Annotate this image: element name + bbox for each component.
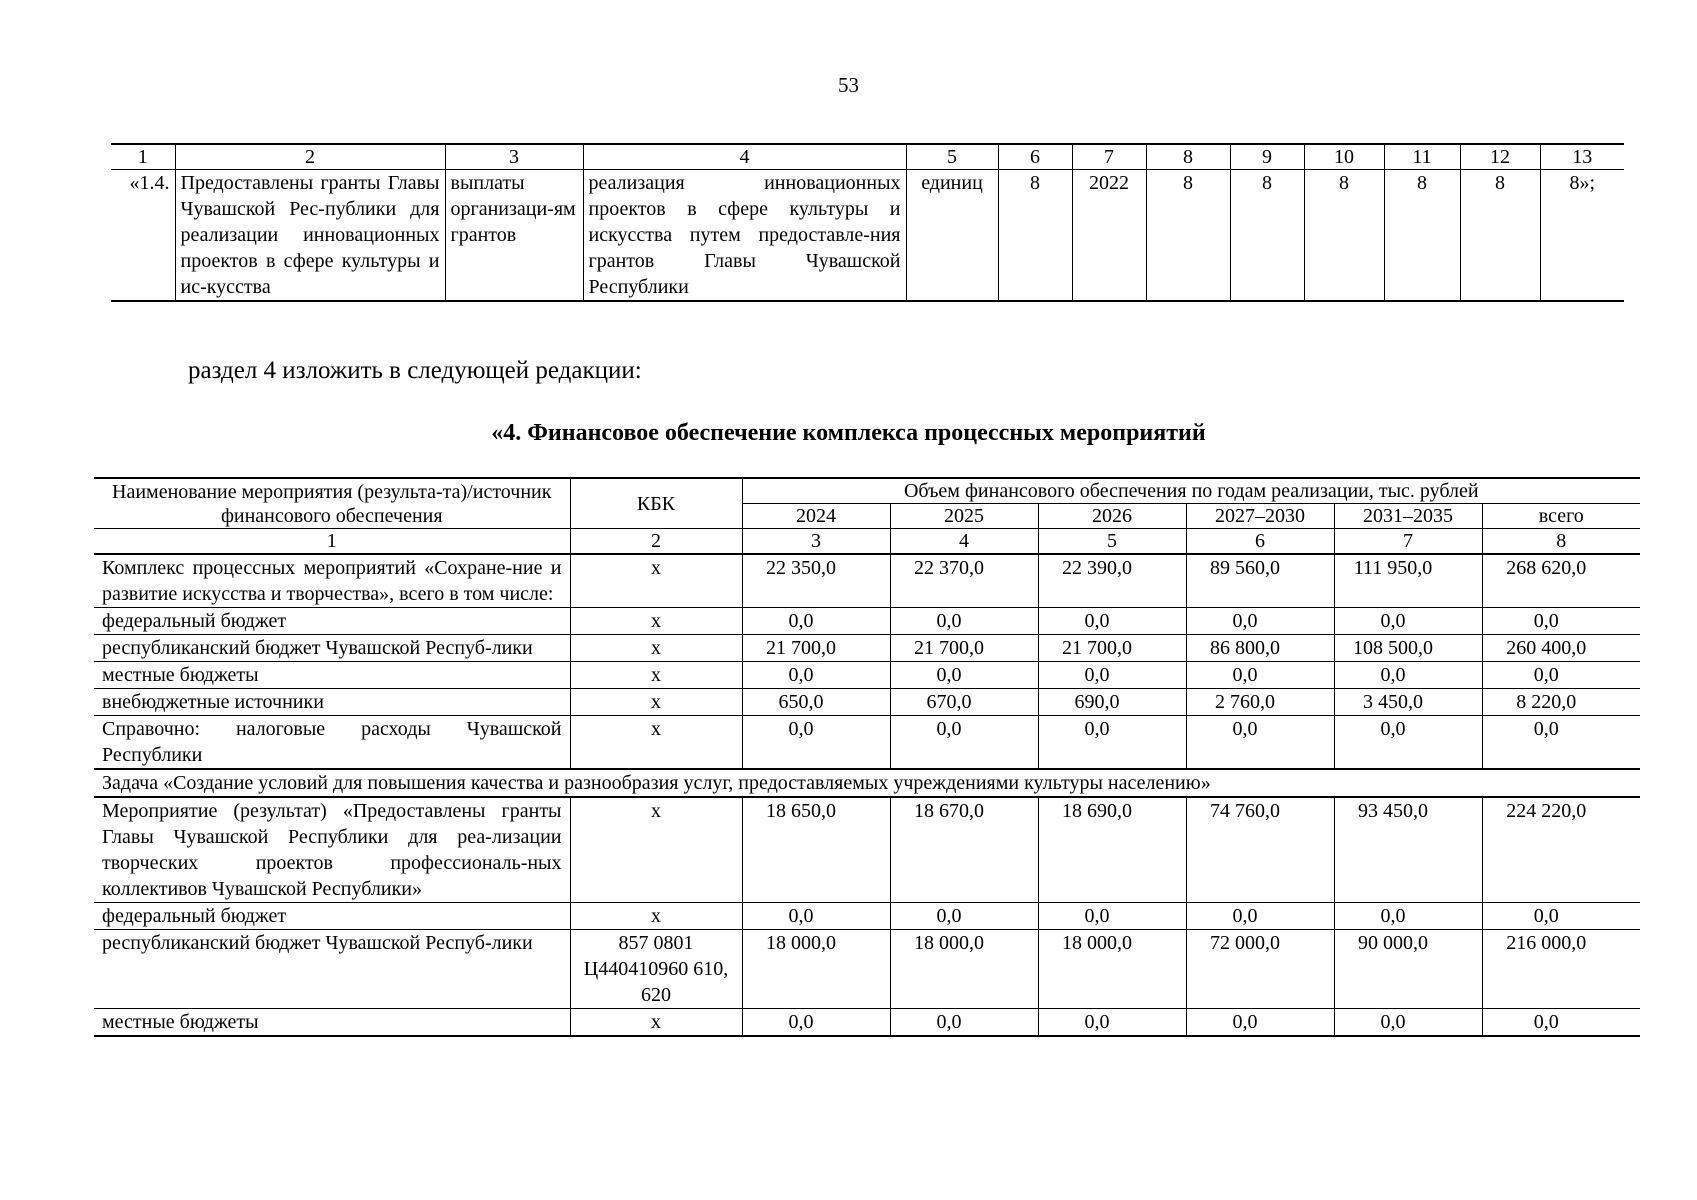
value-cell: 18 650,0 <box>742 797 890 903</box>
value-cell: 0,0 <box>1038 903 1186 930</box>
header-year: 2026 <box>1038 504 1186 529</box>
row-name: местные бюджеты <box>94 1009 570 1037</box>
value-cell: 18 000,0 <box>742 930 890 1009</box>
value-cell: 0,0 <box>742 903 890 930</box>
value-cell: 2 760,0 <box>1186 689 1334 716</box>
value-cell: 268 620,0 <box>1482 554 1640 608</box>
indicators-header-row <box>111 144 1624 170</box>
row-name: федеральный бюджет <box>94 608 570 635</box>
value-cell: 18 000,0 <box>890 930 1038 1009</box>
value-cell: 690,0 <box>1038 689 1186 716</box>
value-cell: 21 700,0 <box>1038 635 1186 662</box>
value-cell: 8 <box>1384 170 1460 302</box>
value-cell: 0,0 <box>1334 1009 1482 1037</box>
value-cell: 93 450,0 <box>1334 797 1482 903</box>
col-number: 9 <box>1230 144 1304 170</box>
col-number: 7 <box>1334 529 1482 555</box>
value-cell: 0,0 <box>1186 716 1334 770</box>
row-kbk: x <box>570 662 742 689</box>
page-number: 53 <box>838 73 859 97</box>
header-volume: Объем финансового обеспечения по годам реализации, тыс. рублей <box>742 478 1640 504</box>
value-cell: 111 950,0 <box>1334 554 1482 608</box>
value-cell: 0,0 <box>1186 608 1334 635</box>
col-number: 12 <box>1460 144 1540 170</box>
col-number: 13 <box>1540 144 1624 170</box>
row-name: Мероприятие (результат) «Предоставлены гранты Главы Чувашской Республики для реа-лизации творческих проектов профессиональ-ных коллективов Чувашской Республики» <box>94 797 570 903</box>
table-row <box>94 797 1640 903</box>
table-row <box>94 903 1640 930</box>
col-number: 7 <box>1072 144 1146 170</box>
value-cell: 0,0 <box>1334 716 1482 770</box>
value-cell: 89 560,0 <box>1186 554 1334 608</box>
col-number: 3 <box>445 144 583 170</box>
value-cell: 650,0 <box>742 689 890 716</box>
col-number: 2 <box>570 529 742 555</box>
col-number: 8 <box>1146 144 1230 170</box>
col-number: 8 <box>1482 529 1640 555</box>
value-cell: 0,0 <box>742 716 890 770</box>
col-number: 5 <box>1038 529 1186 555</box>
value-cell: 0,0 <box>1038 608 1186 635</box>
value-cell: 0,0 <box>1038 1009 1186 1037</box>
header-year: 2027–2030 <box>1186 504 1334 529</box>
value-cell: 18 000,0 <box>1038 930 1186 1009</box>
base-value: 8 <box>998 170 1072 302</box>
row-kbk: x <box>570 903 742 930</box>
value-cell: 0,0 <box>1186 662 1334 689</box>
col-number: 2 <box>175 144 445 170</box>
value-cell: 90 000,0 <box>1334 930 1482 1009</box>
value-cell: 21 700,0 <box>742 635 890 662</box>
row-name: Комплекс процессных мероприятий «Сохране-ние и развитие искусства и творчества», всего в том числе: <box>94 554 570 608</box>
row-kbk: 857 0801 Ц440410960 610, 620 <box>570 930 742 1009</box>
header-total: всего <box>1482 504 1640 529</box>
value-cell: 224 220,0 <box>1482 797 1640 903</box>
value-cell: 22 350,0 <box>742 554 890 608</box>
value-cell: 8 <box>1230 170 1304 302</box>
task-row <box>94 769 1640 797</box>
row-name: местные бюджеты <box>94 662 570 689</box>
table-row <box>94 716 1640 770</box>
table-row <box>94 608 1640 635</box>
value-cell: 8 <box>1460 170 1540 302</box>
value-cell: 0,0 <box>742 1009 890 1037</box>
col-number: 3 <box>742 529 890 555</box>
col-number: 1 <box>111 144 175 170</box>
row-kbk: x <box>570 797 742 903</box>
header-year: 2024 <box>742 504 890 529</box>
col-number: 6 <box>1186 529 1334 555</box>
row-name: федеральный бюджет <box>94 903 570 930</box>
col-number: 4 <box>890 529 1038 555</box>
value-cell: 8 <box>1304 170 1384 302</box>
row-name: Справочно: налоговые расходы Чувашской Республики <box>94 716 570 770</box>
value-cell: 0,0 <box>890 608 1038 635</box>
value-cell: 0,0 <box>742 608 890 635</box>
value-cell: 8 220,0 <box>1482 689 1640 716</box>
value-cell: 260 400,0 <box>1482 635 1640 662</box>
value-cell: 18 690,0 <box>1038 797 1186 903</box>
value-cell: 0,0 <box>1038 662 1186 689</box>
row-kbk: x <box>570 608 742 635</box>
intro-text: раздел 4 изложить в следующей редакции: <box>188 357 642 384</box>
value-cell: 3 450,0 <box>1334 689 1482 716</box>
value-cell: 0,0 <box>1482 608 1640 635</box>
table-row <box>94 689 1640 716</box>
header-kbk: КБК <box>570 478 742 529</box>
value-cell: 0,0 <box>1186 903 1334 930</box>
value-cell: 0,0 <box>890 716 1038 770</box>
value-cell: 0,0 <box>1482 716 1640 770</box>
value-cell: 0,0 <box>890 903 1038 930</box>
col-number: 11 <box>1384 144 1460 170</box>
value-cell: 0,0 <box>890 1009 1038 1037</box>
value-cell: 18 670,0 <box>890 797 1038 903</box>
value-cell: 0,0 <box>1482 662 1640 689</box>
value-cell: 0,0 <box>1186 1009 1334 1037</box>
result-type: выплаты организаци-ям грантов <box>445 170 583 302</box>
table-row <box>94 930 1640 1009</box>
col-number: 10 <box>1304 144 1384 170</box>
header-year: 2025 <box>890 504 1038 529</box>
value-cell: 21 700,0 <box>890 635 1038 662</box>
value-cell: 8 <box>1146 170 1230 302</box>
result-name: Предоставлены гранты Главы Чувашской Рес-публики для реализации инновационных проектов в сфере культуры и ис-кусства <box>175 170 445 302</box>
financing-header-row <box>94 478 1640 504</box>
header-name: Наименование мероприятия (результа-та)/источник финансового обеспечения <box>94 478 570 529</box>
row-name: внебюджетные источники <box>94 689 570 716</box>
row-kbk: x <box>570 1009 742 1037</box>
row-kbk: x <box>570 635 742 662</box>
row-kbk: x <box>570 689 742 716</box>
value-cell: 0,0 <box>1334 608 1482 635</box>
result-description: реализация инновационных проектов в сфере культуры и искусства путем предоставле-ния грантов Главы Чувашской Республики <box>583 170 906 302</box>
row-name: республиканский бюджет Чувашской Респуб-лики <box>94 930 570 1009</box>
base-year: 2022 <box>1072 170 1146 302</box>
value-cell: 0,0 <box>742 662 890 689</box>
table-row <box>111 170 1624 302</box>
value-cell: 86 800,0 <box>1186 635 1334 662</box>
task-name: Задача «Создание условий для повышения качества и разнообразия услуг, предоставляемых учреждениями культуры населению» <box>94 769 1640 797</box>
value-cell: 72 000,0 <box>1186 930 1334 1009</box>
value-cell: 108 500,0 <box>1334 635 1482 662</box>
table-row <box>94 554 1640 608</box>
financing-table <box>94 477 1640 1037</box>
value-cell: 0,0 <box>890 662 1038 689</box>
value-cell: 0,0 <box>1482 1009 1640 1037</box>
col-number: 5 <box>906 144 998 170</box>
row-number: «1.4. <box>111 170 175 302</box>
col-number: 4 <box>583 144 906 170</box>
indicators-table <box>111 143 1624 302</box>
value-cell: 74 760,0 <box>1186 797 1334 903</box>
value-cell: 216 000,0 <box>1482 930 1640 1009</box>
financing-numbers-row <box>94 529 1640 555</box>
value-cell: 0,0 <box>1334 662 1482 689</box>
unit: единиц <box>906 170 998 302</box>
table-row <box>94 1009 1640 1037</box>
value-cell: 0,0 <box>1482 903 1640 930</box>
row-kbk: x <box>570 554 742 608</box>
col-number: 6 <box>998 144 1072 170</box>
row-kbk: x <box>570 716 742 770</box>
value-cell: 0,0 <box>1334 903 1482 930</box>
value-cell: 0,0 <box>1038 716 1186 770</box>
value-cell: 22 370,0 <box>890 554 1038 608</box>
table-row <box>94 635 1640 662</box>
value-cell: 670,0 <box>890 689 1038 716</box>
row-name: республиканский бюджет Чувашской Респуб-лики <box>94 635 570 662</box>
section-heading: «4. Финансовое обеспечение комплекса процессных мероприятий <box>491 420 1206 446</box>
table-row <box>94 662 1640 689</box>
value-cell: 22 390,0 <box>1038 554 1186 608</box>
header-year: 2031–2035 <box>1334 504 1482 529</box>
value-cell: 8»; <box>1540 170 1624 302</box>
col-number: 1 <box>94 529 570 555</box>
